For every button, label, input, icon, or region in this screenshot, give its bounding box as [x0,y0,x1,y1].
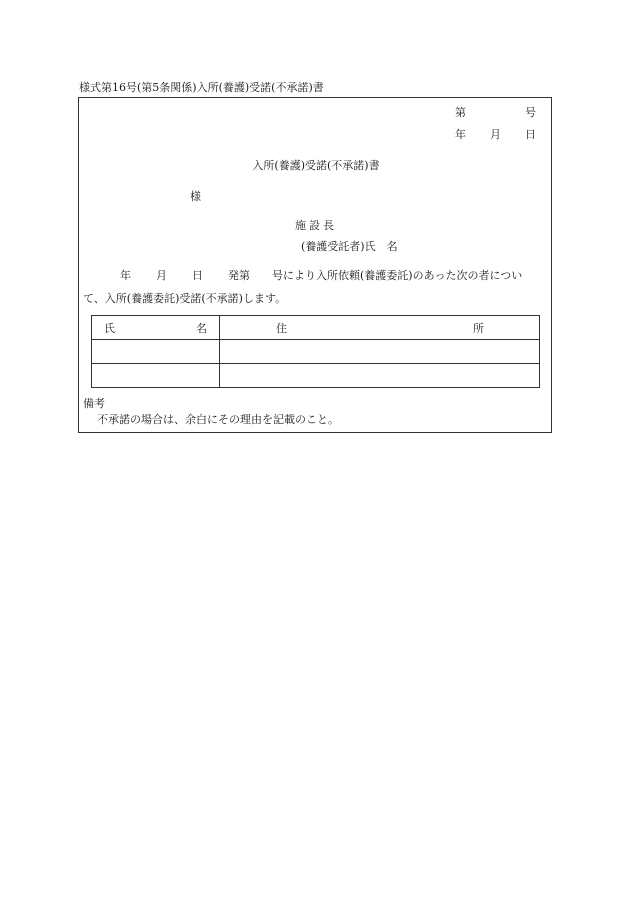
document-title: 入所(養護)受諾(不承諾)書 [252,159,380,172]
header-name-cell [92,316,220,340]
header-address-1: 住 [276,321,287,335]
header-address-cell [220,316,540,340]
name-cell[interactable] [92,340,220,364]
date-day-label: 日 [525,128,536,141]
recipient-suffix: 様 [190,190,201,203]
body-text-line2: て、入所(養護委託)受諾(不承諾)します。 [83,292,287,305]
form-header-title: 様式第16号(第5条関係)入所(養護)受諾(不承諾)書 [79,81,324,94]
number-label-go: 号 [525,106,536,119]
table-row [92,364,540,388]
table-header-row [92,316,540,340]
date-year-label: 年 [455,128,466,141]
date-month-label: 月 [490,128,501,141]
body-rest-line1: 号により入所依頼(養護委託)のあった次の者につい [272,269,523,282]
body-month: 月 [156,269,167,282]
body-year: 年 [120,269,131,282]
remarks-text: 不承諾の場合は、余白にその理由を記載のこと。 [97,413,339,426]
remarks-label: 備考 [83,397,105,410]
form-box [78,97,552,433]
address-cell[interactable] [220,340,540,364]
body-day: 日 [192,269,203,282]
address-cell[interactable] [220,364,540,388]
number-label-dai: 第 [455,106,466,119]
applicant-table [91,315,540,388]
header-name-1: 氏 [104,321,115,335]
header-name-2: 名 [196,321,207,335]
table-row [92,340,540,364]
body-hatsu-dai: 発第 [228,269,250,282]
facility-head-label: 施設長 [295,219,337,232]
name-cell[interactable] [92,364,220,388]
header-address-2: 所 [473,321,484,335]
body-text-line1 [120,269,522,283]
consignee-name-label: (養護受託者)氏 名 [301,240,398,253]
